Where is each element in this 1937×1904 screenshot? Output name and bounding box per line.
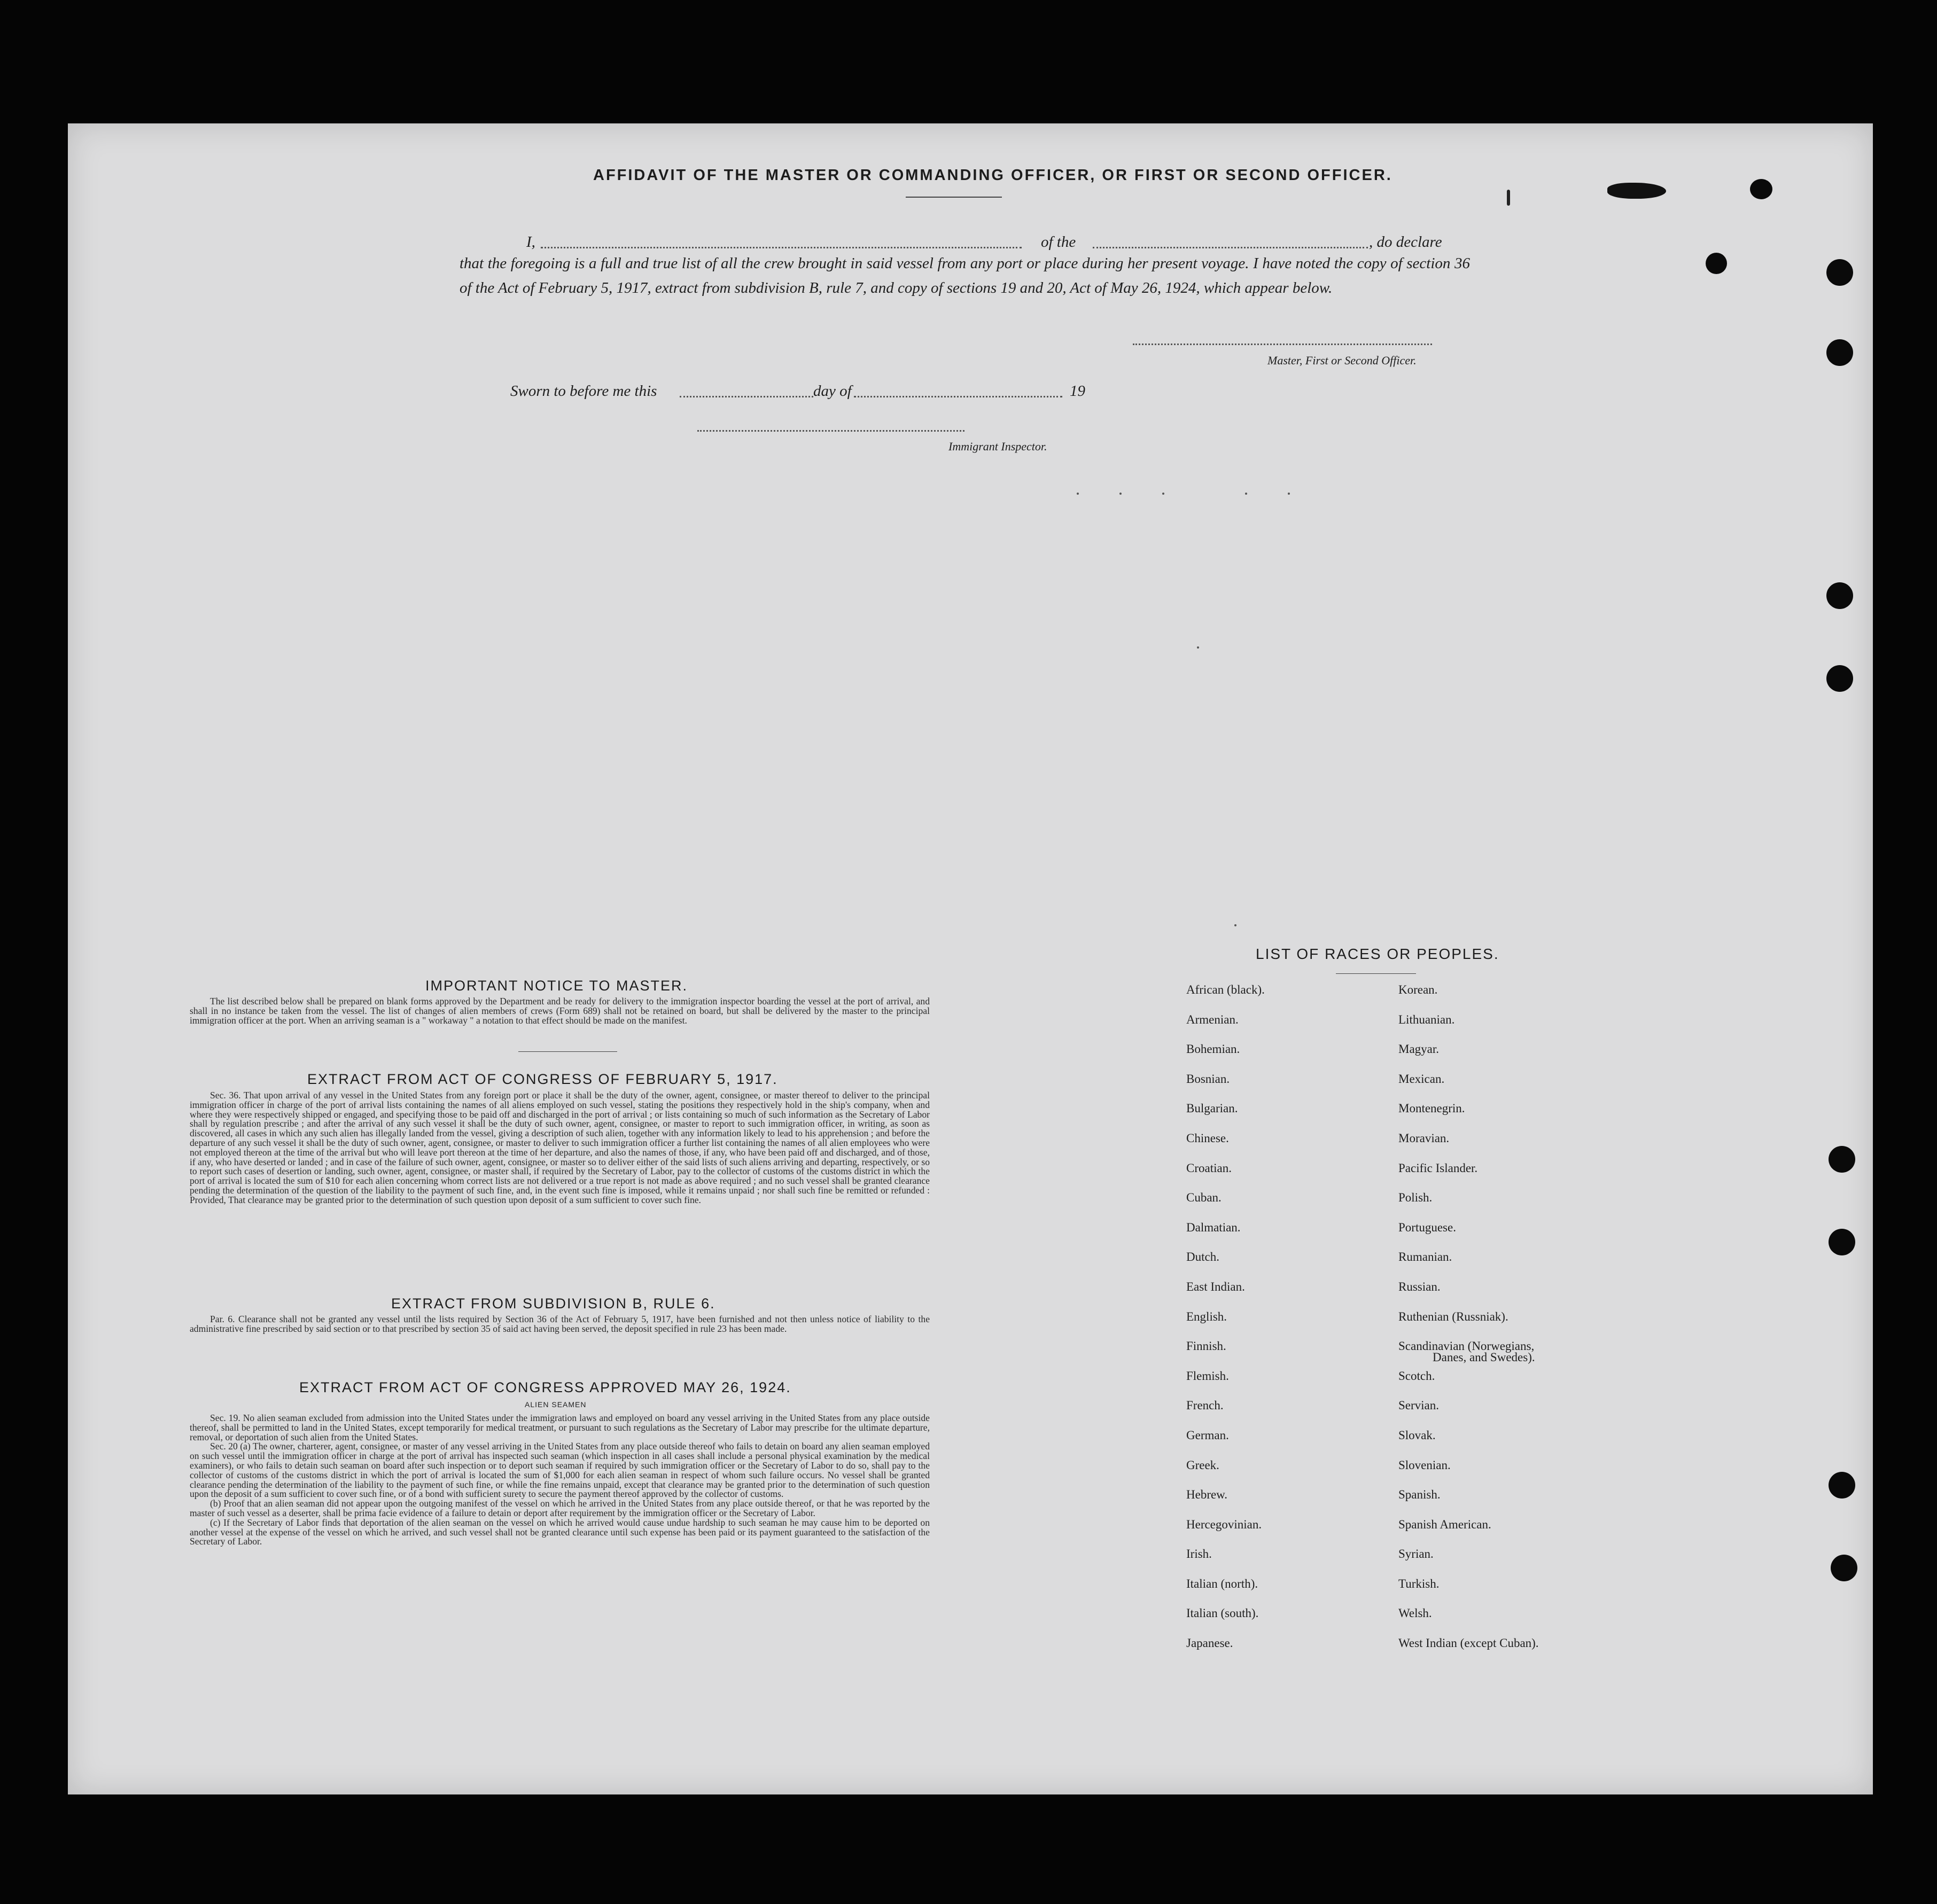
race-item: Dutch. bbox=[1186, 1250, 1219, 1264]
race-item: Italian (south). bbox=[1186, 1606, 1259, 1620]
affidavit-of-the-label: of the bbox=[1041, 233, 1076, 251]
race-item: Armenian. bbox=[1186, 1012, 1239, 1026]
year-label: 19 bbox=[1070, 383, 1085, 400]
extract-1924-paragraph: Sec. 19. No alien seaman excluded from admission into the United States under the immigration laws and employed on board any vessel arriving in the United States from any place outside thereof, shall be permitted to land in the United States, except temporarily for medical treatment, or pursuant to such regulations as the Secretary of Labor may prescribe for the ultimate departure, removal, or deportation of such alien from the United States. bbox=[190, 1413, 930, 1442]
race-item: Russian. bbox=[1398, 1279, 1441, 1293]
races-title: LIST OF RACES OR PEOPLES. bbox=[1256, 946, 1499, 962]
extract-1924-text bbox=[190, 1414, 930, 1547]
race-item: Turkish. bbox=[1398, 1577, 1440, 1590]
race-item-label: Scandinavian (Norwegians, bbox=[1398, 1339, 1535, 1353]
race-item: Montenegrin. bbox=[1398, 1102, 1465, 1115]
races-left-column bbox=[1186, 983, 1265, 1666]
sworn-label: Sworn to before me this bbox=[510, 383, 657, 400]
race-item: Irish. bbox=[1186, 1547, 1212, 1561]
race-item: Spanish. bbox=[1398, 1488, 1441, 1502]
race-item: Scotch. bbox=[1398, 1369, 1435, 1383]
notice-title: IMPORTANT NOTICE TO MASTER. bbox=[425, 978, 688, 994]
race-item: African (black). bbox=[1186, 983, 1265, 996]
punch-hole bbox=[1829, 1146, 1855, 1173]
race-item: Cuban. bbox=[1186, 1191, 1222, 1205]
race-item: Bulgarian. bbox=[1186, 1102, 1238, 1115]
subdivision-b-text: Par. 6. Clearance shall not be granted any vessel until the lists required by Section 36 of the Act of February 5, 1917, have been furnished and not then unless notice of liability to the administrative fine prescribed by said section or to that prescribed by section 35 of said act having been served, the deposit specified in rule 23 has been made. bbox=[190, 1314, 930, 1334]
races-title-rule bbox=[1336, 973, 1416, 974]
race-item: Dalmatian. bbox=[1186, 1220, 1241, 1234]
race-item: Mexican. bbox=[1398, 1072, 1445, 1086]
speck bbox=[1077, 493, 1079, 495]
speck bbox=[1234, 924, 1236, 926]
race-item bbox=[1398, 1339, 1539, 1369]
punch-hole bbox=[1829, 1229, 1855, 1255]
punch-hole bbox=[1826, 339, 1853, 366]
races-right-column bbox=[1398, 983, 1539, 1666]
speck bbox=[1197, 646, 1199, 649]
punch-hole bbox=[1826, 259, 1853, 286]
extract-1924-subtitle: ALIEN SEAMEN bbox=[525, 1400, 587, 1409]
day-of-label: day of bbox=[813, 383, 852, 400]
extract-1924-title: EXTRACT FROM ACT OF CONGRESS APPROVED MAY 26, 1924. bbox=[299, 1379, 791, 1395]
race-item: Bosnian. bbox=[1186, 1072, 1230, 1086]
inspector-label: Immigrant Inspector. bbox=[948, 440, 1047, 453]
race-item: English. bbox=[1186, 1309, 1227, 1323]
affidavit-body: that the foregoing is a full and true list of all the crew brought in said vessel from any port or place during her present voyage. I have noted the copy of section 36 of the Act of February 5, 1917, extract from subdivision B, rule 7, and copy of sections 19 and 20, Act of May 26, 1924, which appear below. bbox=[460, 255, 1470, 296]
extract-1924-paragraph: (c) If the Secretary of Labor finds that deportation of the alien seaman on the vessel on which he arrived would cause undue hardship to such seaman he may cause him to be deported on another vessel at the expense of the vessel on which he arrived, and such vessel shall not be granted clearance until such expense has been paid or its payment guaranteed to the satisfaction of the Secretary of Labor. bbox=[190, 1517, 930, 1547]
race-item: Chinese. bbox=[1186, 1131, 1229, 1145]
race-item: Greek. bbox=[1186, 1458, 1219, 1472]
race-item: Spanish American. bbox=[1398, 1517, 1491, 1531]
race-item: Finnish. bbox=[1186, 1339, 1226, 1353]
race-item: Hebrew. bbox=[1186, 1488, 1228, 1502]
inspector-signature-line bbox=[697, 430, 964, 432]
race-item: German. bbox=[1186, 1428, 1229, 1442]
extract-1917-text: Sec. 36. That upon arrival of any vessel in the United States from any foreign port or place it shall be the duty of the owner, agent, consignee, or master thereof to deliver to the principal immigration officer in charge of the port of arrival lists containing the names of all aliens employed on such vessel, stating the positions they respectively hold in the ship's company, when and where they were respectively shipped or engaged, and specifying those to be paid off and discharged in the port of arrival ; or lists containing so much of such information as the Secretary of Labor shall by regulation prescribe ; and after the arrival of any such vessel it shall be the duty of such owner, agent, consignee, or master to report to such immigration officer, in writing, as soon as discovered, all cases in which any such alien has illegally landed from the vessel, giving a description of such alien, together with any information likely to lead to his apprehension ; and before the departure of any such vessel it shall be the duty of such owner, agent, consignee, or master to deliver to such immigration officer a further list containing the names of all alien employees who were not employed thereon at the time of the arrival but who will leave port thereon at the time of her departure, and also the names of those, if any, who have been paid off and discharged, and of those, if any, who have deserted or landed ; and in case of the failure of such owner, agent, consignee, or master so to deliver either of the said lists of such aliens arriving and departing, respectively, or so to report such cases of desertion or landing, such owner, agent, consignee, or master shall, if required by the Secretary of Labor, pay to the collector of customs of the customs district in which the port of arrival is located the sum of $10 for each alien concerning whom correct lists are not delivered or a true report is not made as above required ; and no such vessel shall be granted clearance pending the determination of the question of the liability to the payment of such fine, and, in the event such fine is imposed, while it remains unpaid ; nor shall such fine be remitted or refunded : Provided, That clearance may be granted prior to the determination of such question upon deposit of a sum sufficient to cover such fine. bbox=[190, 1090, 930, 1205]
race-item: French. bbox=[1186, 1399, 1224, 1413]
master-signature-label: Master, First or Second Officer. bbox=[1267, 354, 1417, 367]
punch-hole bbox=[1831, 1555, 1857, 1581]
race-item: Moravian. bbox=[1398, 1131, 1450, 1145]
race-item: Polish. bbox=[1398, 1191, 1433, 1205]
subdivision-b-title: EXTRACT FROM SUBDIVISION B, RULE 6. bbox=[391, 1296, 715, 1312]
race-item: Korean. bbox=[1398, 983, 1438, 996]
ink-smudge bbox=[1607, 183, 1666, 199]
affidavit-name-line bbox=[541, 247, 1022, 248]
master-signature-line bbox=[1133, 344, 1432, 345]
affidavit-title-rule bbox=[906, 197, 1002, 198]
sworn-month-line bbox=[854, 396, 1062, 397]
punch-hole bbox=[1826, 582, 1853, 609]
race-item: Lithuanian. bbox=[1398, 1012, 1455, 1026]
notice-text: The list described below shall be prepared on blank forms approved by the Department and be ready for delivery to the immigration inspector boarding the vessel at the port of arrival, and shall in no instance be taken from the vessel. The list of changes of alien members of crews (Form 689) shall not be retained on board, but shall be delivered by the master to the principal immigration officer at the port. When an arriving seaman is a " workaway " a notation to that effect should be made on the manifest. bbox=[190, 996, 930, 1026]
affidavit-vessel-line bbox=[1093, 247, 1368, 248]
notice-rule bbox=[518, 1051, 617, 1052]
race-item: Slovenian. bbox=[1398, 1458, 1451, 1472]
race-item: Welsh. bbox=[1398, 1606, 1432, 1620]
speck bbox=[1119, 493, 1122, 495]
race-item: Croatian. bbox=[1186, 1161, 1232, 1175]
race-item: Italian (north). bbox=[1186, 1577, 1258, 1590]
speck bbox=[1288, 493, 1290, 495]
punch-hole bbox=[1826, 665, 1853, 692]
race-item: East Indian. bbox=[1186, 1279, 1245, 1293]
race-item: Japanese. bbox=[1186, 1636, 1233, 1650]
sworn-day-line bbox=[680, 396, 813, 397]
race-item: Slovak. bbox=[1398, 1428, 1436, 1442]
ink-smudge bbox=[1507, 190, 1510, 206]
extract-1924-paragraph: (b) Proof that an alien seaman did not appear upon the outgoing manifest of the vessel on which he arrived in the United States from any place outside thereof, or that he was reported by the master of such vessel as a deserter, shall be prima facie evidence of a failure to detain or deport after requirement by the immigration officer or the Secretary of Labor. bbox=[190, 1498, 930, 1518]
race-item-continuation: Danes, and Swedes). bbox=[1433, 1351, 1535, 1364]
race-item: Ruthenian (Russniak). bbox=[1398, 1309, 1508, 1323]
race-item: Syrian. bbox=[1398, 1547, 1434, 1561]
race-item: Flemish. bbox=[1186, 1369, 1229, 1383]
race-item: West Indian (except Cuban). bbox=[1398, 1636, 1539, 1650]
race-item: Bohemian. bbox=[1186, 1042, 1240, 1056]
affidavit-i-label: I, bbox=[526, 233, 535, 251]
extract-1924-paragraph: Sec. 20 (a) The owner, charterer, agent, consignee, or master of any vessel arriving in the United States from any place outside thereof who fails to detain on board any alien seaman employed on such vessel until the immigration officer in charge at the port of arrival has inspected such seaman (which inspection in all cases shall include a personal physical examination by the medical examiners), or who fails to detain such seaman on board after such inspection or to deport such seaman if required by such immigration officer or the Secretary of Labor to do so, shall pay to the collector of customs of the customs district in which the port of arrival is located the sum of $1,000 for each alien seaman in respect of whom such failure occurs. No vessel shall be granted clearance pending the determination of the liability to the payment of such fine, or while the fine remains unpaid, except that clearance may be granted prior to the determination of such question upon the deposit of a sum sufficient to cover such fine, or of a bond with sufficient surety to secure the payment thereof approved by the collector of customs. bbox=[190, 1441, 930, 1500]
race-item: Servian. bbox=[1398, 1399, 1440, 1413]
race-item: Portuguese. bbox=[1398, 1220, 1456, 1234]
race-item: Pacific Islander. bbox=[1398, 1161, 1478, 1175]
ink-blot bbox=[1706, 253, 1727, 274]
punch-hole bbox=[1829, 1472, 1855, 1499]
speck bbox=[1162, 493, 1164, 495]
affidavit-do-declare-label: , do declare bbox=[1369, 233, 1442, 251]
speck bbox=[1245, 493, 1247, 495]
ink-blot bbox=[1750, 179, 1772, 199]
race-item: Hercegovinian. bbox=[1186, 1517, 1262, 1531]
extract-1917-title: EXTRACT FROM ACT OF CONGRESS OF FEBRUARY 5, 1917. bbox=[307, 1071, 778, 1087]
affidavit-title: AFFIDAVIT OF THE MASTER OR COMMANDING OFFICER, OR FIRST OR SECOND OFFICER. bbox=[593, 167, 1393, 184]
race-item: Rumanian. bbox=[1398, 1250, 1452, 1264]
race-item: Magyar. bbox=[1398, 1042, 1440, 1056]
